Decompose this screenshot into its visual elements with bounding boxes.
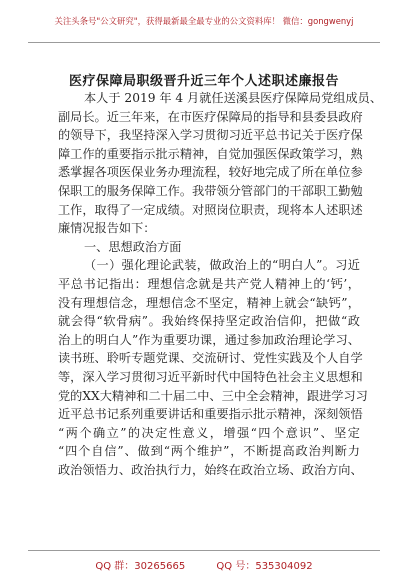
body-line: 政治领悟力、政治执行力，始终在政治立场、政治方向、 <box>58 462 363 477</box>
body-line: 平总书记指出：理想信念就是共产党人精神上的‘钙’， <box>58 276 360 291</box>
body-line: 近平总书记系列重要讲话和重要指示批示精神，深刻领悟 <box>58 407 363 422</box>
document-body <box>58 89 383 479</box>
body-line: 党的XX大精神和二十届二中、三中全会精神，跟进学习习 <box>58 388 368 403</box>
body-line: 廉情况报告如下： <box>58 221 156 236</box>
body-line: 悉掌握各项医保业务办理流程，较好地完成了所在单位参 <box>58 165 363 180</box>
body-line: 本人于 2019 年 4 月就任送溪县医疗保障局党组成员、 <box>84 91 383 105</box>
body-line: 保职工的服务保障工作。我带领分管部门的干部职工勤勉 <box>58 183 363 198</box>
body-line: “两个确立”的决定性意义，增强“四个意识”、坚定 <box>58 425 360 440</box>
body-line: 副局长。近三年来，在市医疗保障局的指导和县委县政府 <box>58 109 363 124</box>
body-line: （一）强化理论武装，做政治上的“明白人”。习近 <box>84 258 360 273</box>
body-line: “四个自信”、做到“两个维护”，不断提高政治判断力 <box>58 444 360 459</box>
section-heading: 一、思想政治方面 <box>84 239 182 254</box>
footer-qq-number: QQ 号：535304092 <box>216 561 313 572</box>
header-divider <box>28 42 380 43</box>
footer-qq-group: QQ 群：30265665 <box>95 561 186 572</box>
body-line: 障工作的重要指示批示精神，自觉加强医保政策学习，熟 <box>58 146 363 161</box>
document-title: 医疗保障局职级晋升近三年个人述职述廉报告 <box>68 74 339 89</box>
body-line: 没有理想信念，理想信念不坚定，精神上就会“缺钙”， <box>58 295 360 310</box>
body-line: 就会得“软骨病”。我始终保持坚定政治信仰，把做“政 <box>58 314 360 329</box>
body-line: 读书班、聆听专题党课、交流研讨、党性实践及个人自学 <box>58 351 363 366</box>
body-line: 工作，取得了一定成绩。对照岗位职责，现将本人述职述 <box>58 202 363 217</box>
body-line: 的领导下，我坚持深入学习贯彻习近平总书记关于医疗保 <box>58 128 363 143</box>
footer-divider <box>28 550 380 551</box>
header-banner: 关注头条号"公文研究"，获得最新最全最专业的公文资料库！ 微信：gongwenyj <box>54 16 354 26</box>
body-line: 等，深入学习贯彻习近平新时代中国特色社会主义思想和 <box>58 369 363 384</box>
body-line: 治上的明白人”作为重要功课，通过参加政治理论学习、 <box>58 332 360 347</box>
footer-contact <box>0 557 408 572</box>
